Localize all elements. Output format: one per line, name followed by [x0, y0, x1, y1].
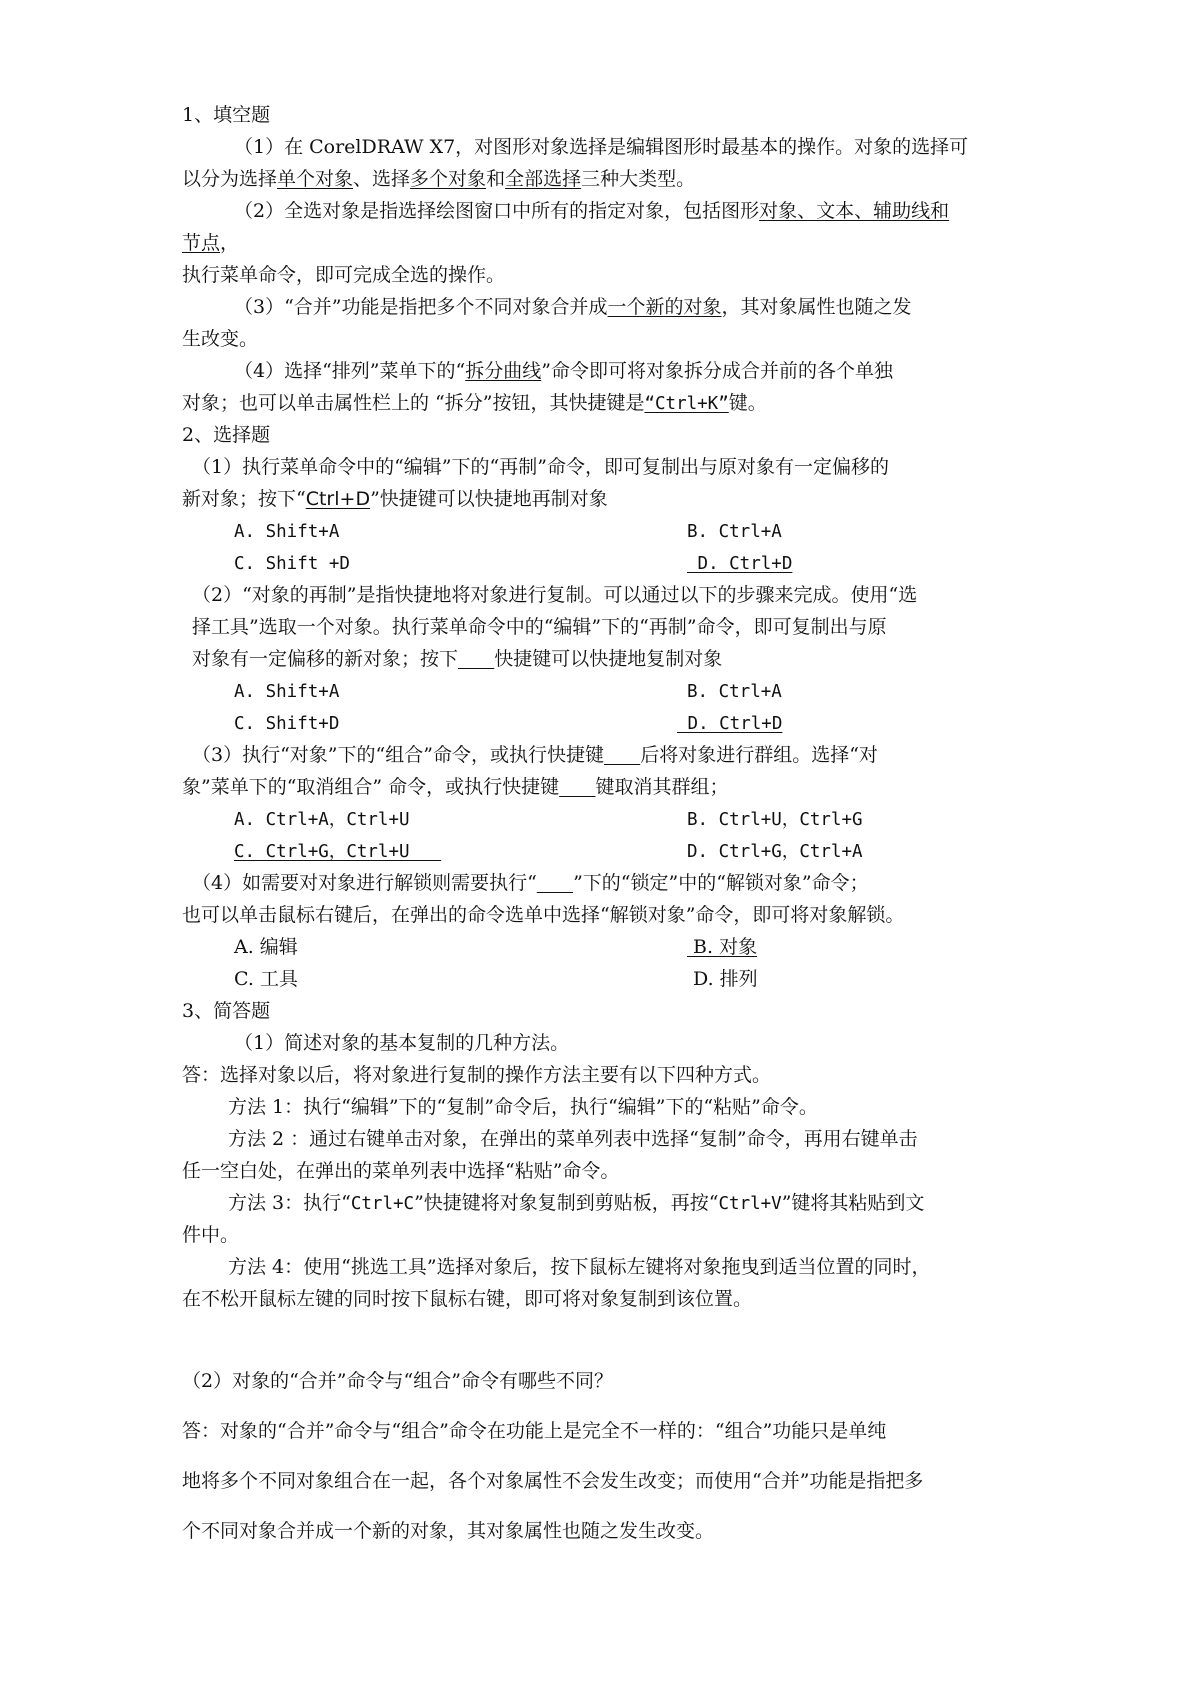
underlined-text: 多个对象 — [410, 168, 487, 190]
text-line — [234, 136, 968, 160]
underlined-text — [559, 776, 595, 798]
text-segment: （2）对象的“合并”命令与“组合”命令有哪些不同？ — [182, 1370, 613, 1392]
text-segment: （2）全选对象是指选择绘图窗口中所有的指定对象，包括图形 — [234, 200, 760, 222]
text-line — [228, 1128, 918, 1152]
text-segment: 2、选择题 — [182, 424, 271, 446]
underlined-text: 拆分曲线 — [465, 360, 542, 382]
text-line — [192, 584, 917, 608]
text-segment: 答：选择对象以后，将对象进行复制的操作方法主要有以下四种方式。 — [182, 1064, 772, 1086]
text-line — [192, 744, 878, 768]
text-segment: 以分为选择 — [182, 168, 278, 190]
underlined-text — [537, 872, 573, 894]
text-segment: 生改变。 — [182, 328, 259, 350]
text-line — [182, 168, 695, 192]
text-segment: 方法 1：执行“编辑”下的“复制”命令后，执行“编辑”下的“粘贴”命令。 — [228, 1096, 818, 1118]
text-line — [182, 488, 608, 512]
underlined-text: 节点 — [182, 232, 221, 254]
text-line — [182, 1420, 886, 1444]
text-line — [182, 776, 728, 800]
text-line — [182, 1520, 714, 1544]
text-segment: 执行菜单命令，即可完成全选的操作。 — [182, 264, 506, 286]
text-line — [687, 520, 782, 544]
text-segment: （1）在 CorelDRAW X7，对图形对象选择是编辑图形时最基本的操作。对象的选择可 — [234, 136, 969, 158]
text-segment: Ctrl+C — [350, 1194, 415, 1214]
text-segment: 答：对象的“合并”命令与“组合”命令在功能上是完全不一样的：“组合”功能只是单纯 — [182, 1420, 887, 1442]
text-segment: 方法 3：执行“ — [228, 1192, 351, 1214]
text-line — [182, 232, 239, 256]
text-line — [182, 1224, 239, 1248]
text-segment: （1）简述对象的基本复制的几种方法。 — [234, 1032, 570, 1054]
text-segment: （4）如需要对对象进行解锁则需要执行“ — [192, 872, 537, 894]
text-segment: 和 — [486, 168, 506, 190]
text-segment: ”键将其粘贴到文 — [781, 1192, 925, 1214]
text-segment: 择工具”选取一个对象。执行菜单命令中的“编辑”下的“再制”命令，即可复制出与原 — [192, 616, 887, 638]
text-segment: 在不松开鼠标左键的同时按下鼠标右键，即可将对象复制到该位置。 — [182, 1288, 753, 1310]
text-line — [234, 680, 339, 704]
text-line — [182, 904, 904, 928]
text-line — [228, 1096, 818, 1120]
text-segment: 方法 4：使用“挑选工具”选择对象后，按下鼠标左键将对象拖曳到适当位置的同时， — [228, 1256, 931, 1278]
text-line — [687, 552, 792, 576]
text-segment: 后将对象进行群组。选择“对 — [640, 744, 878, 766]
text-line — [234, 968, 298, 992]
underlined-text: D. Ctrl+D — [677, 714, 783, 734]
underlined-text: “Ctrl+K” — [644, 394, 729, 414]
text-segment: D. 排列 — [687, 968, 758, 990]
text-segment: ”快捷键将对象复制到剪贴板，再按“ — [414, 1192, 719, 1214]
text-line — [182, 104, 270, 128]
text-segment: D. Ctrl+G，Ctrl+A — [687, 842, 863, 862]
text-segment: 方法 2 ：通过右键单击对象，在弹出的菜单列表中选择“复制”命令，再用右键单击 — [228, 1128, 918, 1150]
text-line — [182, 1288, 752, 1312]
underlined-text: 一个新的对象 — [607, 296, 722, 318]
underlined-text: B. 对象 — [687, 936, 758, 958]
text-line — [687, 680, 782, 704]
text-segment: 件中。 — [182, 1224, 240, 1246]
text-segment: ”快捷键可以快捷地再制对象 — [370, 488, 608, 510]
text-line — [234, 200, 949, 224]
text-segment: A. Shift+A — [234, 522, 340, 542]
text-segment: ，其对象属性也随之发 — [721, 296, 912, 318]
text-segment: ”下的“锁定”中的“解锁对象”命令； — [573, 872, 869, 894]
text-segment: 象”菜单下的“取消组合” 命令，或执行快捷键 — [182, 776, 560, 798]
text-line — [192, 872, 869, 896]
underlined-text: C. Ctrl+G，Ctrl+U — [234, 842, 442, 862]
text-line — [182, 1064, 771, 1088]
text-line — [182, 264, 505, 288]
text-segment: 键。 — [728, 392, 767, 414]
text-line — [234, 808, 410, 832]
text-segment: A. Shift+A — [234, 682, 340, 702]
text-line — [228, 1256, 931, 1280]
text-segment: C. 工具 — [234, 968, 298, 990]
text-segment: 、选择 — [353, 168, 411, 190]
text-line — [182, 1470, 923, 1494]
text-line — [234, 936, 298, 960]
text-line — [182, 424, 270, 448]
text-line — [234, 296, 912, 320]
text-segment: 新对象；按下“ — [182, 488, 306, 510]
text-segment: 三种大类型。 — [581, 168, 696, 190]
text-line — [234, 520, 339, 544]
underlined-text: D. Ctrl+D — [687, 554, 793, 574]
text-line — [234, 360, 893, 384]
text-line — [234, 712, 339, 736]
text-segment: （4）选择“排列”菜单下的“ — [234, 360, 466, 382]
underlined-text: 对象、文本、辅助线和 — [759, 200, 950, 222]
text-segment: （1）执行菜单命令中的“编辑”下的“再制”命令，即可复制出与原对象有一定偏移的 — [192, 456, 889, 478]
underlined-text: 单个对象 — [277, 168, 354, 190]
text-segment: 对象；也可以单击属性栏上的 “拆分”按钮，其快捷键是 — [182, 392, 645, 414]
text-line — [192, 648, 722, 672]
text-segment: ， — [220, 232, 240, 254]
underlined-text: Ctrl+D — [305, 488, 371, 510]
text-line — [234, 1032, 569, 1056]
text-segment: C. Shift+D — [234, 714, 340, 734]
text-line — [677, 712, 782, 736]
text-segment: 1、填空题 — [182, 104, 271, 126]
text-line — [182, 392, 767, 416]
text-line — [687, 808, 863, 832]
underlined-text — [458, 648, 494, 670]
text-segment: 键取消其群组； — [595, 776, 729, 798]
text-line — [687, 936, 757, 960]
text-segment: 快捷键可以快捷地复制对象 — [494, 648, 723, 670]
text-segment: B. Ctrl+A — [687, 522, 782, 542]
text-segment: Ctrl+V — [718, 1194, 782, 1214]
text-segment: （2）“对象的再制”是指快捷地将对象进行复制。可以通过以下的步骤来完成。使用“选 — [192, 584, 918, 606]
text-line — [182, 1370, 613, 1394]
text-segment: 也可以单击鼠标右键后，在弹出的命令选单中选择“解锁对象”命令，即可将对象解锁。 — [182, 904, 905, 926]
underlined-text — [604, 744, 640, 766]
text-segment: 个不同对象合并成一个新的对象，其对象属性也随之发生改变。 — [182, 1520, 715, 1542]
text-line — [182, 1000, 270, 1024]
text-line — [182, 328, 258, 352]
text-line — [687, 840, 863, 864]
text-segment: B. Ctrl+U，Ctrl+G — [687, 810, 863, 830]
text-line — [192, 456, 889, 480]
text-segment: （3）“合并”功能是指把多个不同对象合并成 — [234, 296, 608, 318]
text-segment: 对象有一定偏移的新对象；按下 — [192, 648, 459, 670]
text-segment: B. Ctrl+A — [687, 682, 782, 702]
text-line — [234, 840, 441, 864]
underlined-text: 全部选择 — [505, 168, 582, 190]
text-line — [234, 552, 350, 576]
text-segment: ”命令即可将对象拆分成合并前的各个单独 — [541, 360, 893, 382]
text-segment: A. 编辑 — [234, 936, 298, 958]
text-line — [687, 968, 758, 992]
text-segment: A. Ctrl+A，Ctrl+U — [234, 810, 410, 830]
text-segment: 任一空白处，在弹出的菜单列表中选择“粘贴”命令。 — [182, 1160, 620, 1182]
text-segment: C. Shift +D — [234, 554, 350, 574]
text-segment: 3、简答题 — [182, 1000, 271, 1022]
text-line — [228, 1192, 924, 1216]
text-segment: （3）执行“对象”下的“组合”命令，或执行快捷键 — [192, 744, 604, 766]
text-line — [192, 616, 887, 640]
text-line — [182, 1160, 619, 1184]
text-segment: 地将多个不同对象组合在一起，各个对象属性不会发生改变；而使用“合并”功能是指把多 — [182, 1470, 924, 1492]
